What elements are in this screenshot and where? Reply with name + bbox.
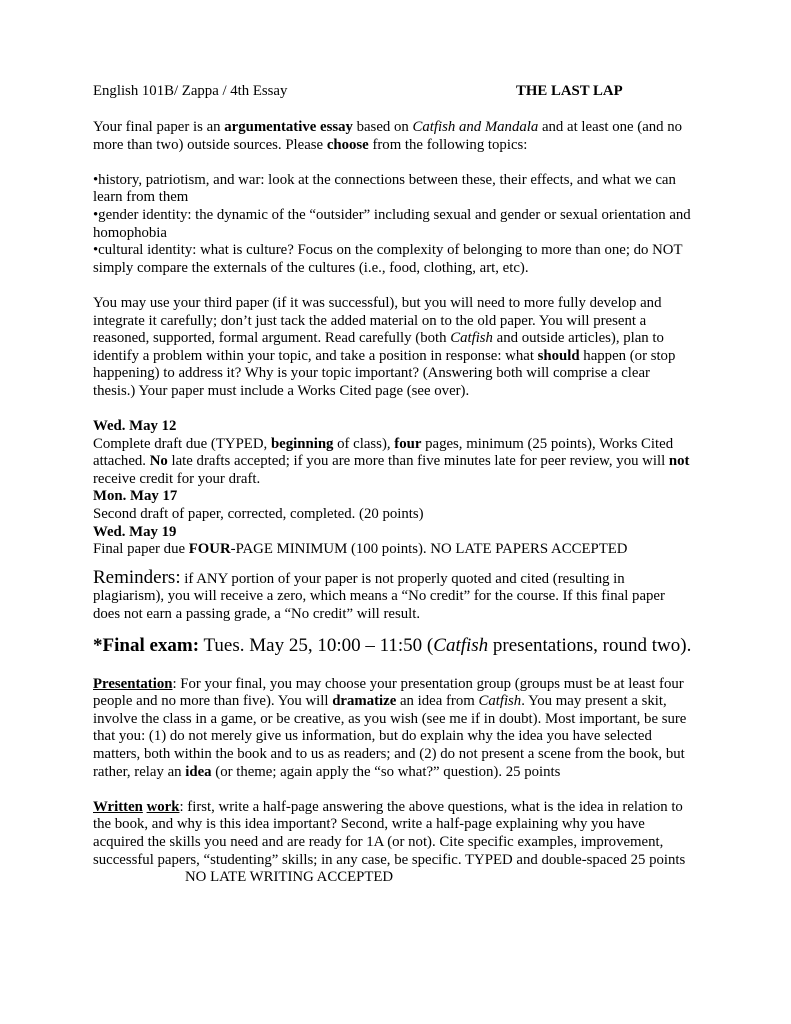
schedule-detail: Second draft of paper, corrected, completed. (20 points) — [93, 506, 424, 523]
header — [93, 83, 693, 101]
document-body — [93, 83, 693, 887]
schedule-date: Mon. May 17 — [93, 488, 178, 505]
written-label: Written — [93, 798, 143, 815]
schedule-detail: Final paper due FOUR-PAGE MINIMUM (100 points). NO LATE PAPERS ACCEPTED — [93, 541, 628, 558]
late-writing-note: NO LATE WRITING ACCEPTED — [185, 869, 394, 886]
instructions-paragraph: You may use your third paper (if it was successful), but you will need to more fully develop and integrate it carefully; don’t just tack the added material on to the old paper. You will present a reasoned, supported, formal argument. Read carefully (both Catfish and outside articles), plan to identify a problem within your topic, and take a position in response: what should happen (or stop happening) to address it? Why is your topic important? (Answering both will comprise a clear thesis.) Your paper must include a Works Cited page (see over). — [93, 294, 676, 399]
topic-item: •gender identity: the dynamic of the “outsider” including sexual and gender or sexual orientation and homophobia — [93, 206, 691, 241]
topic-item: •cultural identity: what is culture? Focus on the complexity of belonging to more than one; do NOT simply compare the externals of the cultures (i.e., food, clothing, art, etc). — [93, 242, 683, 276]
intro-paragraph: Your final paper is an argumentative essay based on Catfish and Mandala and at least one (and no more than two) outside sources. Please choose from the following topics: — [93, 119, 683, 153]
schedule-date: Wed. May 19 — [93, 523, 177, 540]
reminders-label: Reminders: — [93, 566, 181, 588]
presentation-paragraph: Presentation: For your final, you may choose your presentation group (groups must be at least four people and no more than five). You will dramatize an idea from Catfish. You may present a skit, involve the class in a game, or be creative, as you wish (see me if in doubt). Most important, be sure that you: (1) do not merely give us information, but do explain why the idea you have selected matters, both within the book and to us as readers; and (2) do not present a scene from the book, but rather, relay an idea (or theme; again apply the “so what?” question). 25 points — [93, 675, 687, 780]
schedule-detail: Complete draft due (TYPED, beginning of class), four pages, minimum (25 points), Works Cited attached. No late drafts accepted; if you are more than five minutes late for peer review, you will not receive credit for your draft. — [93, 435, 690, 487]
essay-title: THE LAST LAP — [516, 83, 623, 99]
schedule-date: Wed. May 12 — [93, 418, 177, 435]
topic-item: •history, patriotism, and war: look at the connections between these, their effects, and what we can learn from them — [93, 171, 676, 206]
written-work-paragraph: Written work: first, write a half-page answering the above questions, what is the idea in relation to the book, and why is this idea important? Second, write a half-page explaining why you have acquired the skills you need and are ready for 1A (or not). Cite specific examples, improvement, successful papers, “studenting” skills; in any case, be specific. TYPED and double-spaced 25 pointsNO LATE WRITING ACCEPTED — [93, 798, 686, 886]
work-label: work — [146, 798, 180, 815]
reminders-paragraph: Reminders: if ANY portion of your paper is not properly quoted and cited (resulting in plagiarism), you will receive a zero, which means a “No credit” for the course. If this final paper does not earn a passing grade, a “No credit” will result. — [93, 566, 665, 623]
final-exam-line: *Final exam: Tues. May 25, 10:00 – 11:50 (Catfish presentations, round two). — [93, 634, 692, 656]
presentation-label: Presentation — [93, 675, 173, 692]
course-label: English 101B/ Zappa / 4th Essay — [93, 83, 288, 99]
